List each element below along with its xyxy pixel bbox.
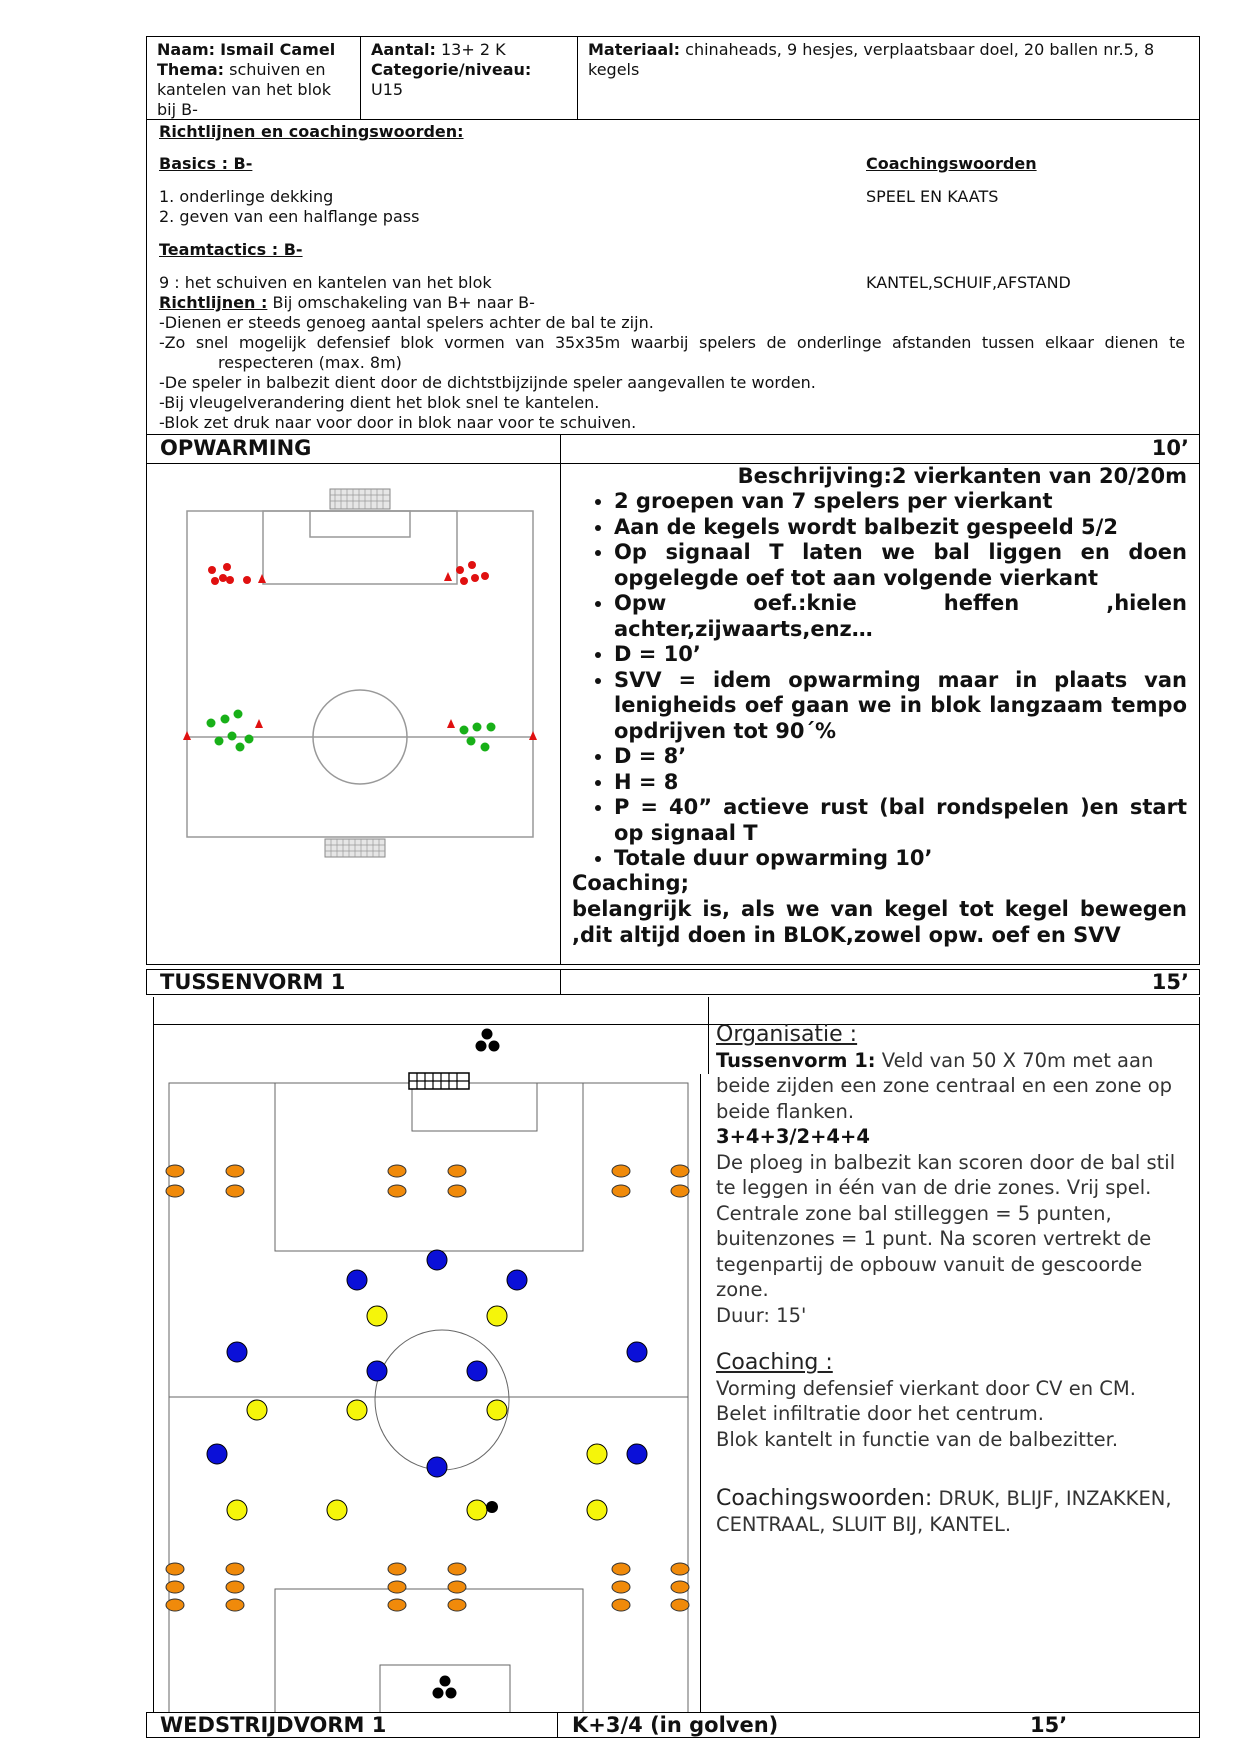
goal-top bbox=[330, 489, 390, 509]
penalty-area-bottom bbox=[275, 1589, 583, 1712]
opwarming-beschrijving: Beschrijving:2 vierkanten van 20/20m bbox=[737, 464, 1187, 488]
ball-stack-bottom bbox=[433, 1676, 457, 1699]
richtlijn-line-3: respecteren (max. 8m) bbox=[218, 353, 402, 372]
naam-cell bbox=[147, 37, 359, 123]
list-item: • H = 8 bbox=[614, 770, 1187, 796]
coaching-line: Vorming defensief vierkant door CV en CM. bbox=[716, 1376, 1136, 1400]
tussenvorm-text: Veld van 50 X 70m met aan beide zijden een zone centraal en een zone op beide flanken. bbox=[716, 1048, 1173, 1123]
categorie-label: Categorie/niveau: bbox=[371, 60, 532, 79]
coaching-line: Blok kantelt in functie van de balbezitter. bbox=[716, 1427, 1119, 1451]
opwarming-field-diagram bbox=[175, 485, 545, 865]
naam-value: Ismail Camel bbox=[220, 40, 336, 59]
coachingswoorden-title: Coachingswoorden bbox=[866, 154, 1037, 173]
richtlijn-line-2: -Zo snel mogelijk defensief blok vormen van 35x35m waarbij spelers de onderlinge afstanden tussen elkaar dienen te bbox=[159, 333, 1185, 352]
richtlijnen-intro-line bbox=[159, 293, 535, 313]
ball bbox=[486, 1501, 498, 1513]
richtlijnen-intro: Bij omschakeling van B+ naar B- bbox=[272, 293, 535, 312]
goal-area-top bbox=[412, 1083, 537, 1131]
teamtactic-words: KANTEL,SCHUIF,AFSTAND bbox=[866, 273, 1071, 292]
basics-item-2: 2. geven van een halflange pass bbox=[159, 207, 420, 226]
teamtactic-item: 9 : het schuiven en kantelen van het blok bbox=[159, 273, 492, 292]
teamtactics-title: Teamtactics : B- bbox=[159, 240, 303, 259]
list-item: • SVV = idem opwarming maar in plaats van lenigheids oef gaan we in blok langzaam tempo opdrijven tot 90´% bbox=[614, 668, 1187, 745]
richtlijnen-title: Richtlijnen en coachingswoorden: bbox=[159, 122, 464, 141]
rules-text: De ploeg in balbezit kan scoren door de bal stil te leggen in één van de drie zones. Vrij spel. Centrale zone bal stilleggen = 5 punten, buitenzones = 1 punt. Na scoren vertrekt de tegenpartij de opbouw vanuit de gescoorde zone. bbox=[716, 1150, 1176, 1301]
aantal-label: Aantal: bbox=[371, 40, 436, 59]
thema-value: schuiven en kantelen van het blok bij B- bbox=[157, 60, 332, 119]
orange-cones-top bbox=[166, 1165, 689, 1197]
richtlijn-line-4: -De speler in balbezit dient door de dichtstbijzijnde speler aangevallen te worden. bbox=[159, 373, 816, 392]
wedstrijdvorm-format: K+3/4 (in golven) bbox=[572, 1713, 779, 1737]
tussenvorm-field-diagram bbox=[155, 1025, 700, 1712]
list-item: • Totale duur opwarming 10’ bbox=[614, 846, 1187, 872]
penalty-area-top bbox=[263, 511, 457, 584]
aantal-cell bbox=[361, 37, 576, 103]
duur-text: Duur: 15' bbox=[716, 1303, 807, 1327]
coachingswoorden-text: DRUK, BLIJF, INZAKKEN, CENTRAAL, SLUIT BIJ, KANTEL. bbox=[716, 1487, 1172, 1536]
coachingswoorden-block bbox=[716, 1486, 1190, 1537]
tussenvorm-duration: 15’ bbox=[1151, 970, 1189, 994]
wedstrijdvorm-title: WEDSTRIJDVORM 1 bbox=[160, 1713, 387, 1737]
opwarming-coaching-text: belangrijk is, als we van kegel tot kegel bewegen ,dit altijd doen in BLOK,zowel opw. oef en SVV bbox=[572, 897, 1187, 947]
list-item: • Op signaal T laten we bal liggen en doen opgelegde oef tot aan volgende vierkant bbox=[614, 540, 1187, 591]
coaching-title: Coaching : bbox=[716, 1350, 833, 1375]
list-item: • Aan de kegels wordt balbezit gespeeld 5/2 bbox=[614, 515, 1187, 541]
basics-title: Basics : B- bbox=[159, 154, 253, 173]
categorie-value: U15 bbox=[371, 80, 404, 99]
wedstrijdvorm-duration: 15’ bbox=[1030, 1713, 1068, 1737]
richtlijn-line-1: -Dienen er steeds genoeg aantal spelers achter de bal te zijn. bbox=[159, 313, 654, 332]
aantal-value: 13+ 2 K bbox=[441, 40, 506, 59]
organisatie-title: Organisatie : bbox=[716, 1022, 858, 1047]
red-player-group-left bbox=[208, 563, 266, 585]
list-item: • Opw oef.:knie heffen ,hielen achter,zijwaarts,enz… bbox=[614, 591, 1187, 642]
richtlijnen-label: Richtlijnen : bbox=[159, 293, 268, 312]
opwarming-coaching-title: Coaching; bbox=[572, 871, 689, 895]
materiaal-label: Materiaal: bbox=[588, 40, 681, 59]
green-player-group-left bbox=[207, 710, 254, 752]
blue-team-players bbox=[207, 1250, 647, 1477]
goal-area-bottom bbox=[380, 1665, 510, 1712]
materiaal-cell bbox=[578, 37, 1198, 83]
richtlijn-line-5: -Bij vleugelverandering dient het blok snel te kantelen. bbox=[159, 393, 600, 412]
field-outline bbox=[187, 511, 533, 837]
organisatie-panel bbox=[716, 1022, 1190, 1537]
orange-cones-bottom bbox=[166, 1563, 689, 1611]
richtlijn-line-6: -Blok zet druk naar voor door in blok naar voor te schuiven. bbox=[159, 413, 637, 432]
list-item: • D = 8’ bbox=[614, 744, 1187, 770]
list-item: • 2 groepen van 7 spelers per vierkant bbox=[614, 489, 1187, 515]
coachingswoorden-label: Coachingswoorden: bbox=[716, 1486, 933, 1511]
tussenvorm-description bbox=[716, 1048, 1190, 1125]
coaching-line: Belet infiltratie door het centrum. bbox=[716, 1402, 1044, 1425]
tussenvorm-label: Tussenvorm 1: bbox=[716, 1048, 876, 1072]
basics-words: SPEEL EN KAATS bbox=[866, 187, 999, 206]
opwarming-duration: 10’ bbox=[1151, 436, 1189, 460]
list-item: • D = 10’ bbox=[614, 642, 1187, 668]
yellow-team-players bbox=[227, 1306, 607, 1520]
materiaal-value: chinaheads, 9 hesjes, verplaatsbaar doel, 20 ballen nr.5, 8 kegels bbox=[588, 40, 1155, 79]
list-item: • P = 40” actieve rust (bal rondspelen )en start op signaal T bbox=[614, 795, 1187, 846]
center-circle bbox=[375, 1330, 509, 1470]
opwarming-bullet-list bbox=[572, 489, 1187, 872]
basics-item-1: 1. onderlinge dekking bbox=[159, 187, 334, 206]
thema-label: Thema: bbox=[157, 60, 225, 79]
tussenvorm-title: TUSSENVORM 1 bbox=[160, 970, 346, 994]
naam-label: Naam: bbox=[157, 40, 216, 59]
formation-text: 3+4+3/2+4+4 bbox=[716, 1125, 870, 1148]
goal-area-top bbox=[310, 511, 410, 537]
ball-stack-top bbox=[476, 1029, 500, 1052]
opwarming-title: OPWARMING bbox=[160, 436, 312, 460]
red-player-group-right bbox=[444, 561, 489, 585]
